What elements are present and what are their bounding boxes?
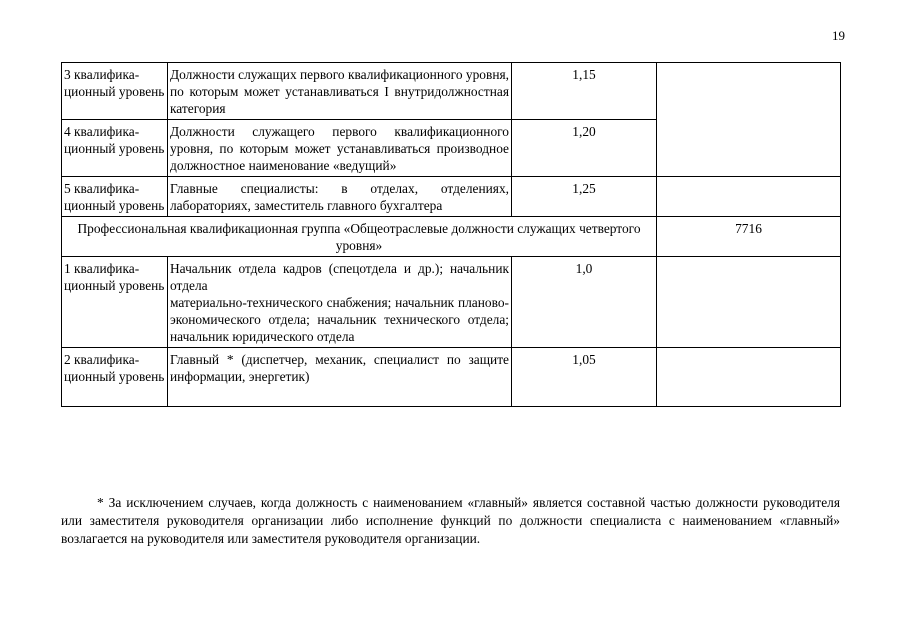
group-salary: 7716 bbox=[657, 217, 841, 257]
coefficient-cell: 1,20 bbox=[512, 120, 657, 177]
group-title: Профессиональная квалификационная группа «Общеотраслевые должности служащих четвертого уровня» bbox=[62, 217, 657, 257]
table-row bbox=[62, 177, 841, 217]
coefficient-cell: 1,0 bbox=[512, 257, 657, 348]
salary-cell-empty bbox=[657, 348, 841, 407]
group-row bbox=[62, 217, 841, 257]
salary-cell-empty bbox=[657, 257, 841, 348]
coefficient-cell: 1,15 bbox=[512, 63, 657, 120]
table-row bbox=[62, 257, 841, 348]
level-cell: 3 квалифика-ционный уровень bbox=[62, 63, 168, 120]
qualification-table bbox=[61, 62, 841, 407]
description-cell bbox=[168, 257, 512, 348]
coefficient-cell: 1,25 bbox=[512, 177, 657, 217]
level-cell: 1 квалифика-ционный уровень bbox=[62, 257, 168, 348]
level-cell: 2 квалифика-ционный уровень bbox=[62, 348, 168, 407]
level-cell: 4 квалифика-ционный уровень bbox=[62, 120, 168, 177]
description-line: Начальник отдела кадров (спецотдела и др.); начальник отдела bbox=[170, 261, 509, 293]
page-number: 19 bbox=[832, 28, 845, 43]
description-cell: Должности служащего первого квалификационного уровня, по которым может устанавливаться производное должностное наименование «ведущий» bbox=[168, 120, 512, 177]
table-row bbox=[62, 63, 841, 120]
salary-cell-empty bbox=[657, 63, 841, 177]
description-line: материально-технического снабжения; начальник планово-экономического отдела; начальник технического отдела; начальник юридического отдела bbox=[170, 295, 509, 344]
description-cell: Должности служащих первого квалификационного уровня, по которым может устанавливаться I внутридолжностная категория bbox=[168, 63, 512, 120]
description-cell: Главный * (диспетчер, механик, специалист по защите информации, энергетик) bbox=[168, 348, 512, 407]
table-row bbox=[62, 348, 841, 407]
footnote: * За исключением случаев, когда должность с наименованием «главный» является составной частью должности руководителя или заместителя руководителя организации либо исполнение функций по должности специалиста с наименованием «главный» возлагается на руководителя или заместителя руководителя организации. bbox=[61, 495, 840, 546]
salary-cell-empty bbox=[657, 177, 841, 217]
coefficient-cell: 1,05 bbox=[512, 348, 657, 407]
level-cell: 5 квалифика-ционный уровень bbox=[62, 177, 168, 217]
description-cell: Главные специалисты: в отделах, отделениях, лабораториях, заместитель главного бухгалтера bbox=[168, 177, 512, 217]
